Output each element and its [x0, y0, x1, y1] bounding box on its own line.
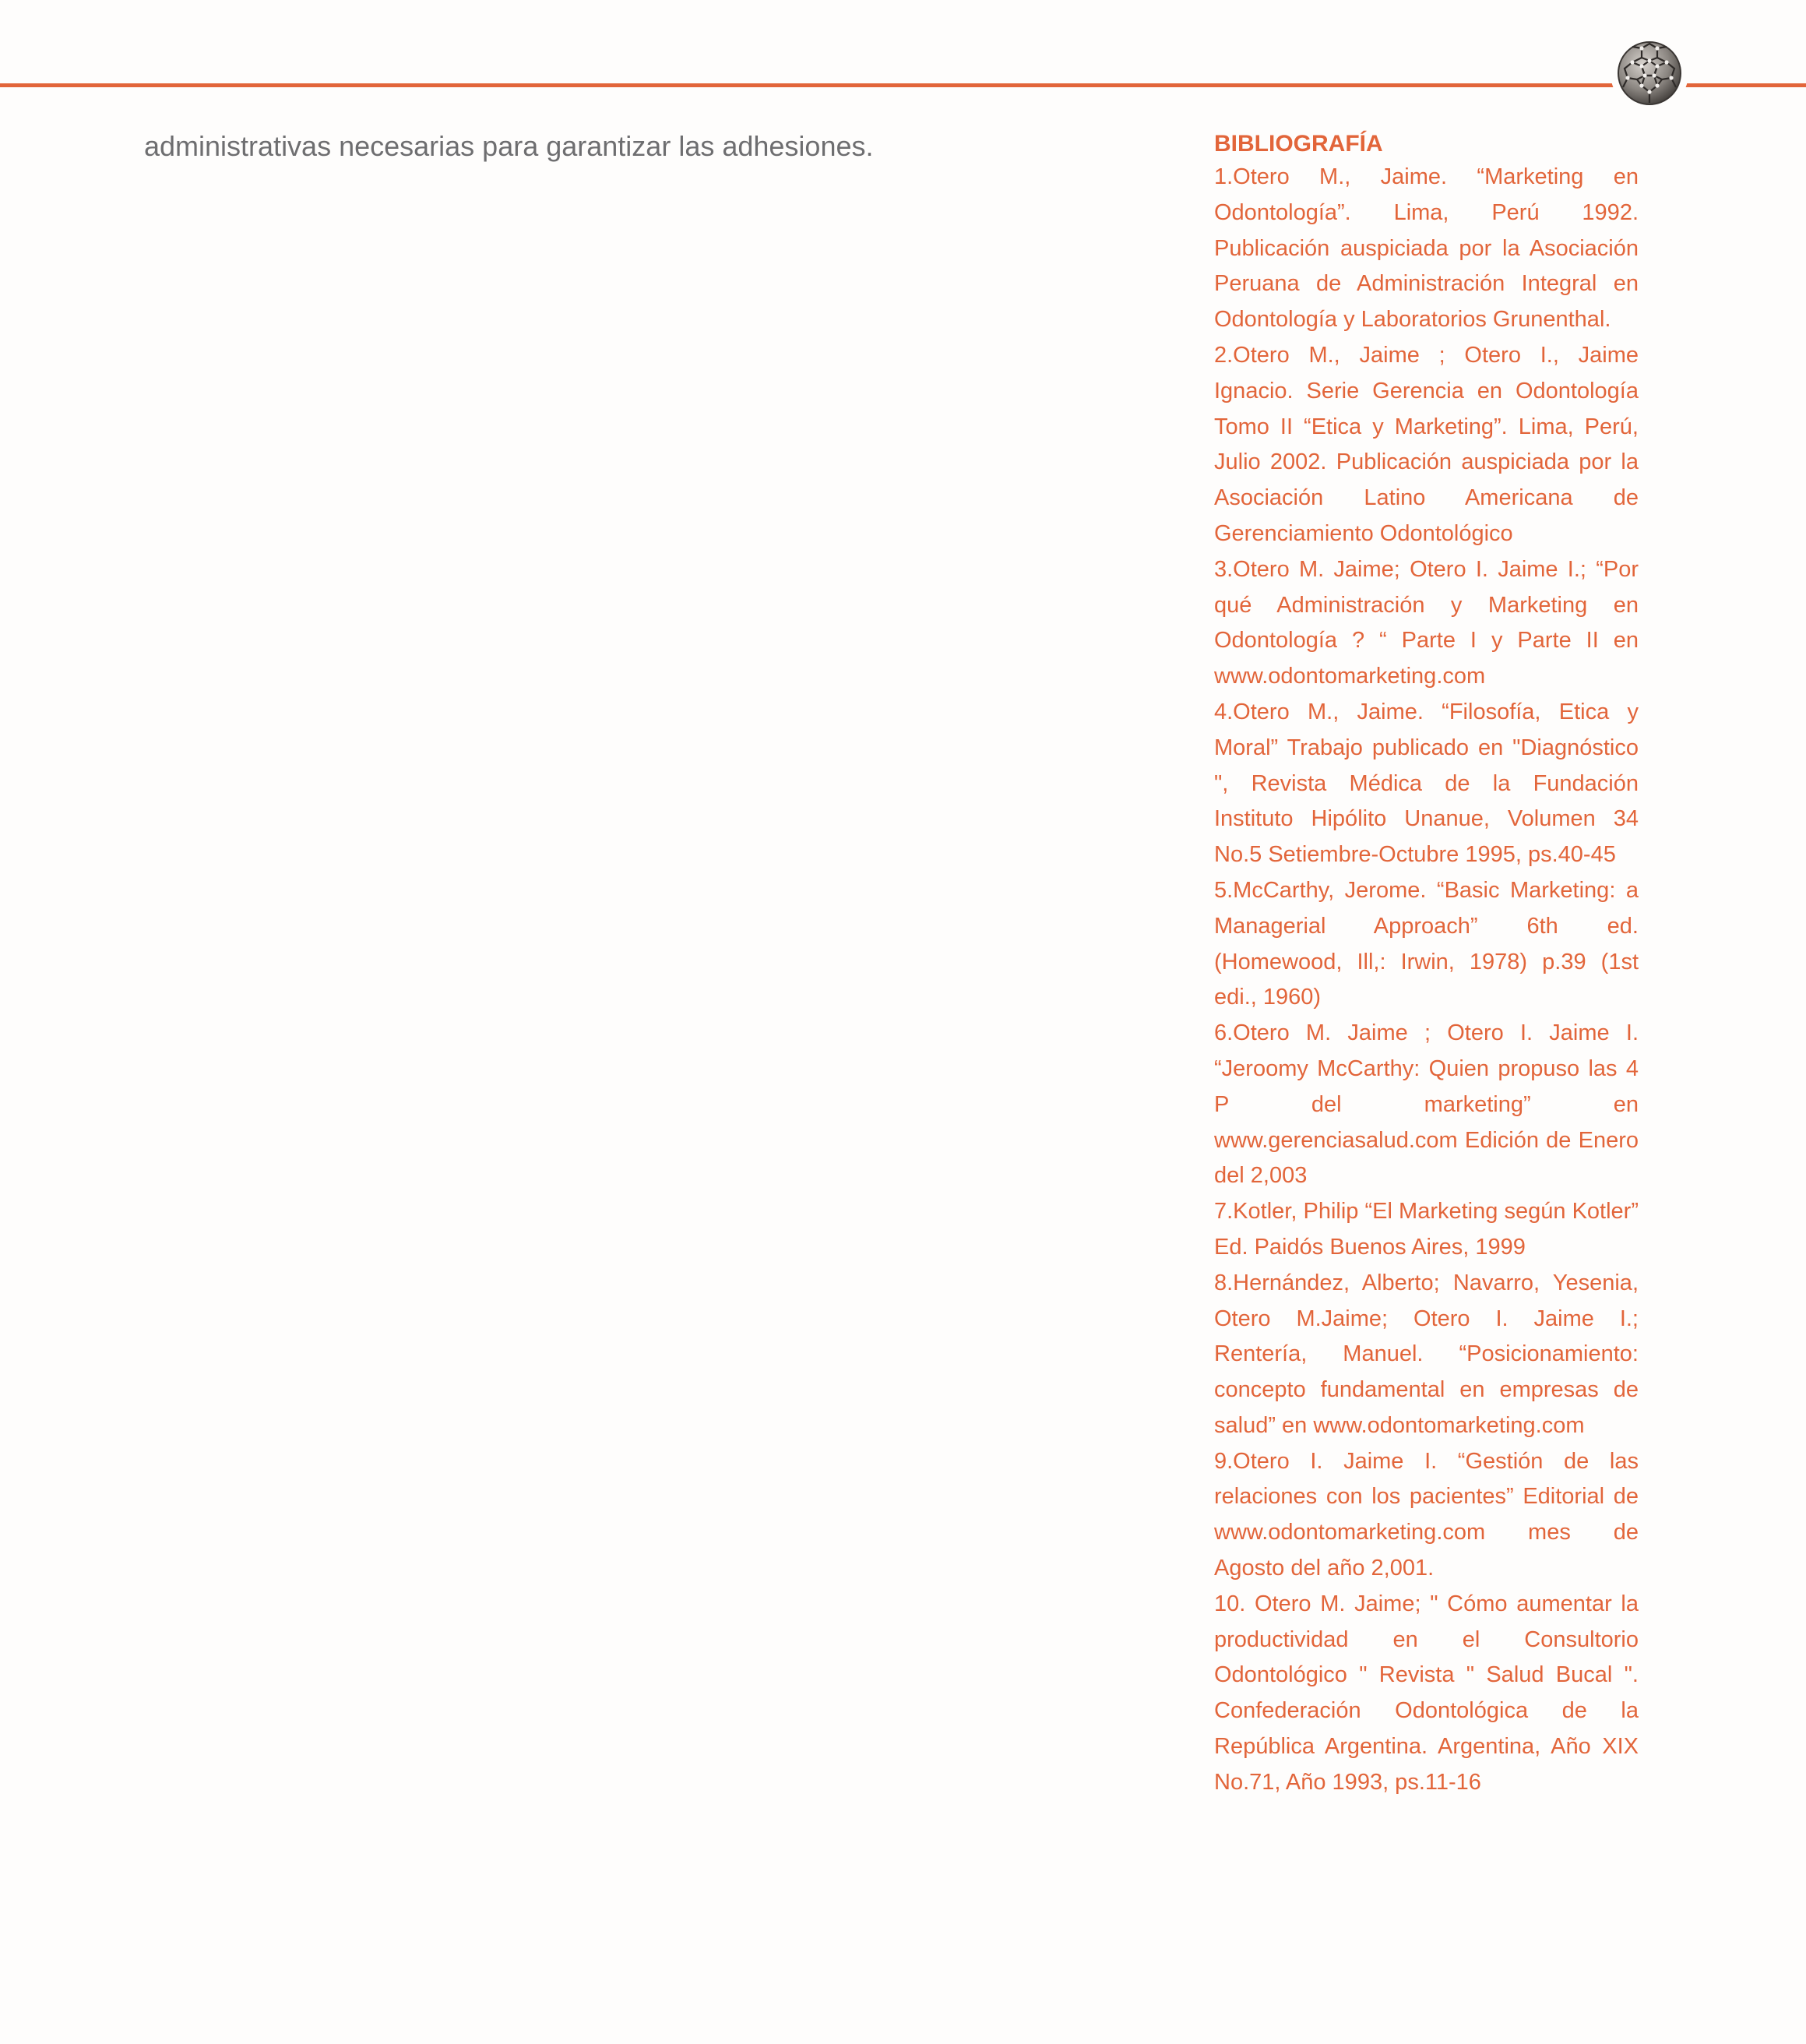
reference-9: 9.Otero I. Jaime I. “Gestión de las relaciones con los pacientes” Editorial de www.odontomarketing.com mes de Agosto del año 2,001.	[1214, 1448, 1639, 1581]
reference-4: 4.Otero M., Jaime. “Filosofía, Etica y Moral” Trabajo publicado en "Diagnóstico ", Revista Médica de la Fundación Instituto Hipólito Unanue, Volumen 34 No.5 Setiembre-Octubre 1995, ps.40-45	[1214, 699, 1639, 868]
reference-8: 8.Hernández, Alberto; Navarro, Yesenia, Otero M.Jaime; Otero I. Jaime I.; Rentería, Manuel. “Posicionamiento: concepto fundamental en empresas de salud” en www.odontomarketing.com	[1214, 1270, 1639, 1438]
fullerene-molecule-icon	[1611, 34, 1688, 112]
body-text-fragment: administrativas necesarias para garantizar las adhesiones.	[144, 130, 874, 162]
reference-5: 5.McCarthy, Jerome. “Basic Marketing: a Managerial Approach” 6th ed. (Homewood, Ill,: Irwin, 1978) p.39 (1st edi., 1960)	[1214, 877, 1639, 1010]
reference-6: 6.Otero M. Jaime ; Otero I. Jaime I. “Jeroomy McCarthy: Quien propuso las 4 P del marketing” en www.gerenciasalud.com Edición de Enero del 2,003	[1214, 1020, 1639, 1189]
reference-1: 1.Otero M., Jaime. “Marketing en Odontología”. Lima, Perú 1992. Publicación auspiciada por la Asociación Peruana de Administración Integral en Odontología y Laboratorios Grunenthal.	[1214, 164, 1639, 333]
bibliography-title: BIBLIOGRAFÍA	[1214, 131, 1383, 157]
reference-10: 10. Otero M. Jaime; " Cómo aumentar la productividad en el Consultorio Odontológico " Revista " Salud Bucal ". Confederación Odontológica de la República Argentina. Argentina, Año XIX No.71, Año 1993, ps.11-16	[1214, 1591, 1639, 1795]
header-rule	[0, 83, 1806, 87]
reference-2: 2.Otero M., Jaime ; Otero I., Jaime Ignacio. Serie Gerencia en Odontología Tomo II “Etica y Marketing”. Lima, Perú, Julio 2002. Publicación auspiciada por la Asociación Latino Americana de Gerenciamiento Odontológico	[1214, 342, 1639, 546]
reference-3: 3.Otero M. Jaime; Otero I. Jaime I.; “Por qué Administración y Marketing en Odontología ? “ Parte I y Parte II en www.odontomarketing.com	[1214, 556, 1639, 689]
bibliography-section	[1214, 129, 1639, 1801]
reference-7: 7.Kotler, Philip “El Marketing según Kotler” Ed. Paidós Buenos Aires, 1999	[1214, 1199, 1639, 1260]
